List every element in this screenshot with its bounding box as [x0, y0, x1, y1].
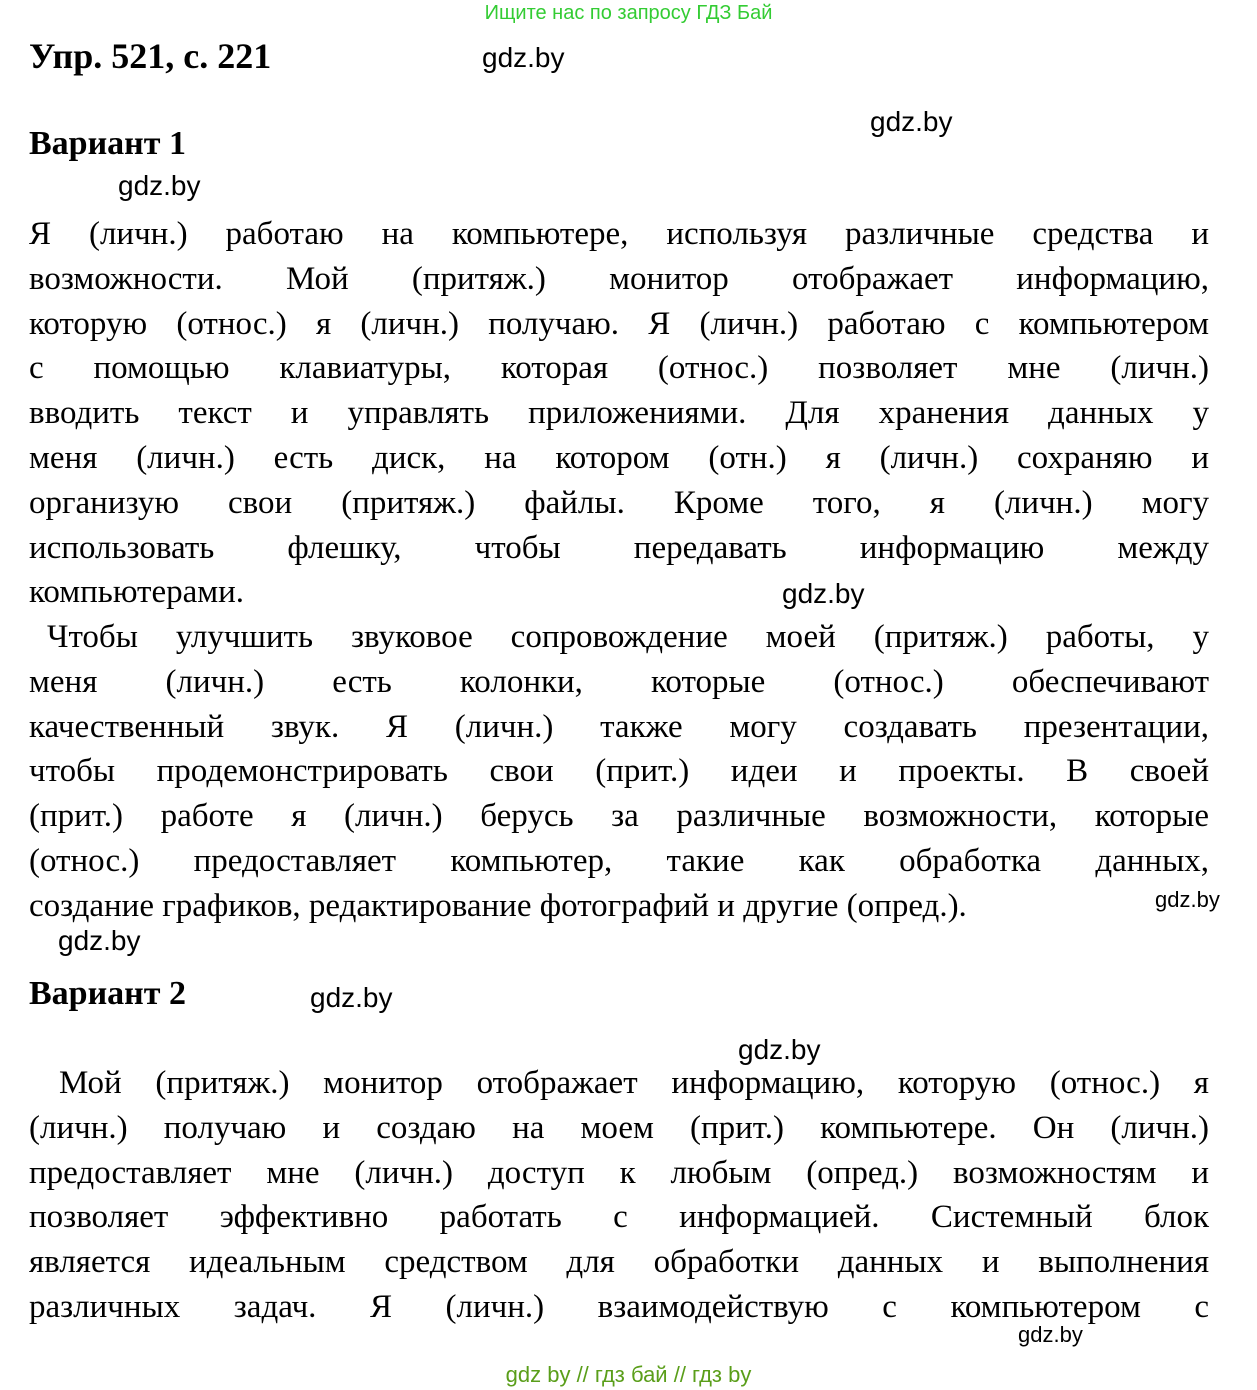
- text-line: (относ.) предоставляет компьютер, такие как обработка данных,: [29, 842, 1209, 879]
- text-line: чтобы продемонстрировать свои (прит.) идеи и проекты. В своей: [29, 753, 1209, 790]
- text-line: вводить текст и управлять приложениями. Для хранения данных у: [29, 395, 1209, 432]
- text-line: компьютерами.: [29, 574, 245, 611]
- text-line: является идеальным средством для обработки данных и выполнения: [29, 1244, 1209, 1281]
- footer-links: gdz by // гдз бай // гдз by: [505, 1362, 752, 1387]
- text-line: Я (личн.) работаю на компьютере, используя различные средства и: [29, 216, 1209, 252]
- text-line: меня (личн.) есть диск, на котором (отн.) я (личн.) сохраняю и: [29, 439, 1209, 476]
- text-line: (прит.) работе я (личн.) берусь за различные возможности, которые: [29, 798, 1209, 835]
- text-line: Чтобы улучшить звуковое сопровождение моей (притяж.) работы, у: [47, 619, 1209, 655]
- variant-1-heading: Вариант 1: [29, 125, 186, 162]
- watermark: gdz.by: [58, 925, 141, 956]
- variant-1-paragraph-2: [29, 615, 1209, 929]
- text-line: меня (личн.) есть колонки, которые (относ.) обеспечивают: [29, 663, 1209, 700]
- text-line: (личн.) получаю и создаю на моем (прит.) компьютере. Он (личн.): [29, 1109, 1209, 1146]
- text-line: которую (относ.) я (личн.) получаю. Я (личн.) работаю с компьютером: [29, 305, 1209, 342]
- variant-2-heading: Вариант 2: [29, 975, 186, 1012]
- text-line: создание графиков, редактирование фотографий и другие (опред.).: [29, 887, 967, 924]
- text-line: качественный звук. Я (личн.) также могу создавать презентации,: [29, 708, 1209, 745]
- text-line: Мой (притяж.) монитор отображает информацию, которую (относ.) я: [59, 1065, 1209, 1101]
- watermark: gdz.by: [738, 1034, 821, 1065]
- text-line: предоставляет мне (личн.) доступ к любым (опред.) возможностям и: [29, 1154, 1209, 1191]
- search-banner: Ищите нас по запросу ГДЗ Бай: [484, 2, 773, 24]
- text-line: возможности. Мой (притяж.) монитор отображает информацию,: [29, 260, 1209, 297]
- variant-2-paragraph-1: [29, 1061, 1209, 1330]
- text-line: различных задач. Я (личн.) взаимодействую с компьютером с: [29, 1288, 1209, 1325]
- watermark: gdz.by: [482, 42, 565, 73]
- watermark: gdz.by: [1155, 887, 1220, 912]
- watermark: gdz.by: [118, 170, 201, 201]
- variant-1-paragraph-1: [29, 212, 1209, 615]
- text-line: позволяет эффективно работать с информацией. Системный блок: [29, 1199, 1209, 1236]
- watermark: gdz.by: [782, 578, 865, 609]
- text-line: использовать флешку, чтобы передавать информацию между: [29, 529, 1209, 566]
- exercise-title: Упр. 521, с. 221: [29, 36, 272, 76]
- text-line: организую свои (притяж.) файлы. Кроме того, я (личн.) могу: [29, 484, 1209, 521]
- watermark: gdz.by: [1018, 1322, 1083, 1347]
- watermark: gdz.by: [310, 982, 393, 1013]
- watermark: gdz.by: [870, 106, 953, 137]
- text-line: с помощью клавиатуры, которая (относ.) позволяет мне (личн.): [29, 350, 1209, 387]
